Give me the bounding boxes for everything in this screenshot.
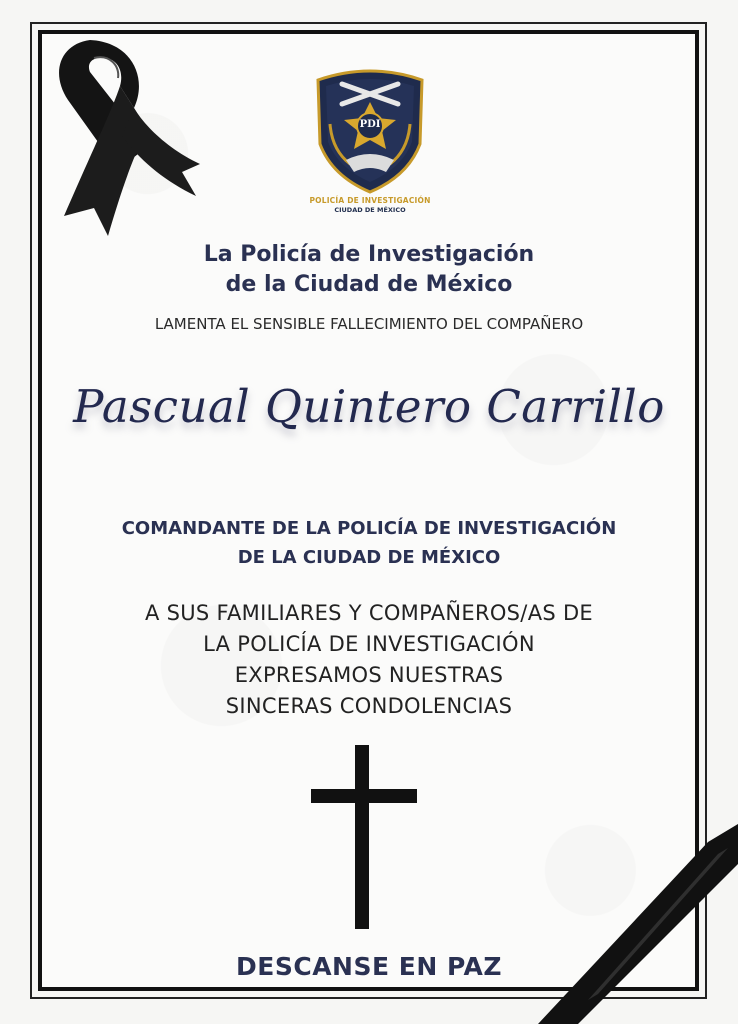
logo-caption: POLICÍA DE INVESTIGACIÓN [309,196,431,205]
pdi-badge-text: PDI [359,119,381,130]
heading-line-2: de la Ciudad de México [225,272,513,297]
subheading: LAMENTA EL SENSIBLE FALLECIMIENTO DEL COMPAÑERO [154,315,584,333]
mourning-ribbon-icon [50,38,205,238]
cross-icon [311,745,417,929]
message-line-4: SINCERAS CONDOLENCIAS [225,694,513,718]
mourning-sash-icon [538,824,738,1024]
rank-line-1: COMANDANTE DE LA POLICÍA DE INVESTIGACIÓN [121,518,617,539]
message-line-1: A SUS FAMILIARES Y COMPAÑEROS/AS DE [144,601,593,625]
closing-text: DESCANSE EN PAZ [236,952,502,981]
heading-line-1: La Policía de Investigación [203,242,535,267]
rank-line-2: DE LA CIUDAD DE MÉXICO [237,547,501,568]
deceased-name: Pascual Quintero Carrillo [73,380,665,433]
message-line-3: EXPRESAMOS NUESTRAS [234,663,504,687]
message-line-2: LA POLICÍA DE INVESTIGACIÓN [203,632,535,656]
logo-subcaption: CIUDAD DE MÉXICO [334,206,406,214]
